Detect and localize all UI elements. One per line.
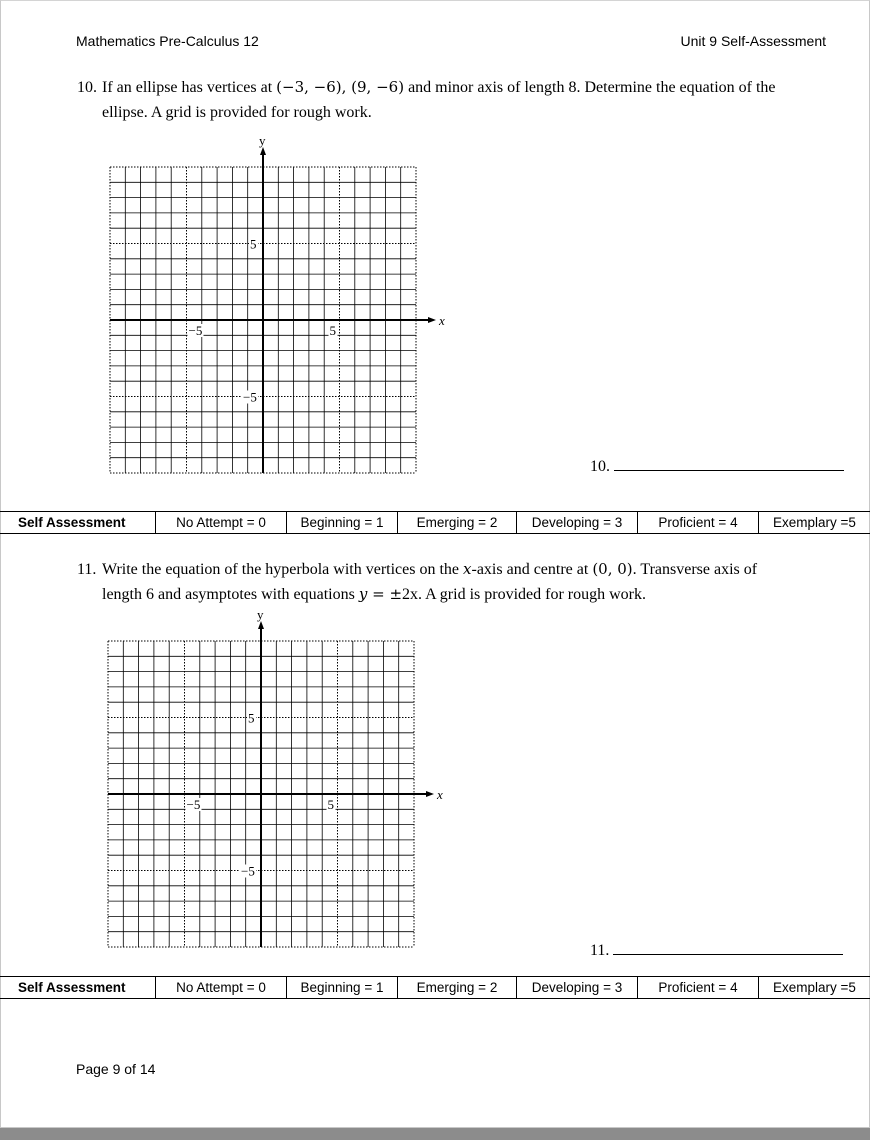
x-axis-label: x (439, 313, 445, 328)
question-11-text-b: -axis and centre at (471, 561, 589, 578)
y-axis-label: y (259, 135, 266, 148)
option-emerging[interactable]: Emerging = 2 (398, 977, 517, 999)
answer-10-label: 10. (590, 458, 610, 475)
option-developing[interactable]: Developing = 3 (517, 512, 638, 534)
self-assessment-label: Self Assessment (0, 977, 156, 999)
tick-label-y-neg5: −5 (243, 389, 257, 405)
tick-label-x-neg5: −5 (186, 797, 201, 812)
question-10-text-b: and minor axis of length 8. Determine the equation of the (408, 79, 776, 96)
question-10-vertices: (−3, −6), (9, −6) (276, 78, 405, 96)
tick-label-y-pos5: 5 (250, 236, 257, 252)
course-title: Mathematics Pre-Calculus 12 (76, 33, 259, 49)
option-no-attempt[interactable]: No Attempt = 0 (156, 512, 287, 534)
option-no-attempt[interactable]: No Attempt = 0 (156, 977, 287, 999)
option-proficient[interactable]: Proficient = 4 (638, 512, 759, 534)
question-11-text-c: . Transverse axis of (632, 561, 758, 578)
y-axis-label: y (257, 609, 264, 622)
option-proficient[interactable]: Proficient = 4 (638, 977, 759, 999)
x-axis-arrow-icon (428, 317, 436, 323)
tick-label-y-neg5: −5 (241, 863, 255, 879)
self-assessment-row-10 (0, 511, 870, 534)
tick-label-y-pos5: 5 (248, 710, 255, 726)
self-assessment-label: Self Assessment (0, 512, 156, 534)
y-axis-arrow-icon (258, 621, 264, 629)
question-11-line2-b: 2x. A grid is provided for rough work. (402, 586, 646, 603)
answer-10 (590, 456, 844, 476)
question-11 (77, 557, 837, 607)
option-beginning[interactable]: Beginning = 1 (287, 977, 398, 999)
question-11-text-a: Write the equation of the hyperbola with vertices on the (102, 561, 460, 578)
answer-10-line[interactable] (614, 456, 844, 471)
rough-work-grid-11[interactable] (98, 609, 448, 954)
option-emerging[interactable]: Emerging = 2 (398, 512, 517, 534)
option-developing[interactable]: Developing = 3 (517, 977, 638, 999)
option-exemplary[interactable]: Exemplary =5 (759, 512, 870, 534)
tick-label-x-neg5: −5 (188, 323, 203, 338)
tick-label-x-pos5: 5 (327, 797, 334, 812)
question-11-centre: (0, 0) (592, 560, 633, 578)
question-10-text-a: If an ellipse has vertices at (102, 79, 273, 96)
y-axis-arrow-icon (260, 147, 266, 155)
x-axis-arrow-icon (426, 791, 434, 797)
unit-title: Unit 9 Self-Assessment (680, 33, 826, 49)
answer-11-line[interactable] (613, 940, 843, 955)
option-exemplary[interactable]: Exemplary =5 (759, 977, 870, 999)
viewer-bottom-bar (0, 1128, 870, 1140)
option-beginning[interactable]: Beginning = 1 (287, 512, 398, 534)
tick-label-x-pos5: 5 (329, 323, 336, 338)
self-assessment-row-11 (0, 976, 870, 999)
x-axis-label: x (437, 787, 443, 802)
answer-11-label: 11. (590, 942, 610, 959)
question-11-x: x (463, 560, 472, 578)
question-10-line2: ellipse. A grid is provided for rough work. (102, 104, 372, 121)
question-11-asymptote: y = ± (358, 585, 403, 603)
question-11-number: 11. (77, 561, 97, 578)
question-10-number: 10. (77, 79, 97, 96)
question-11-line2-a: length 6 and asymptotes with equations (102, 586, 355, 603)
page-number: Page 9 of 14 (76, 1061, 156, 1077)
answer-11 (590, 940, 843, 960)
rough-work-grid-10[interactable] (100, 135, 450, 480)
question-10 (77, 75, 837, 125)
